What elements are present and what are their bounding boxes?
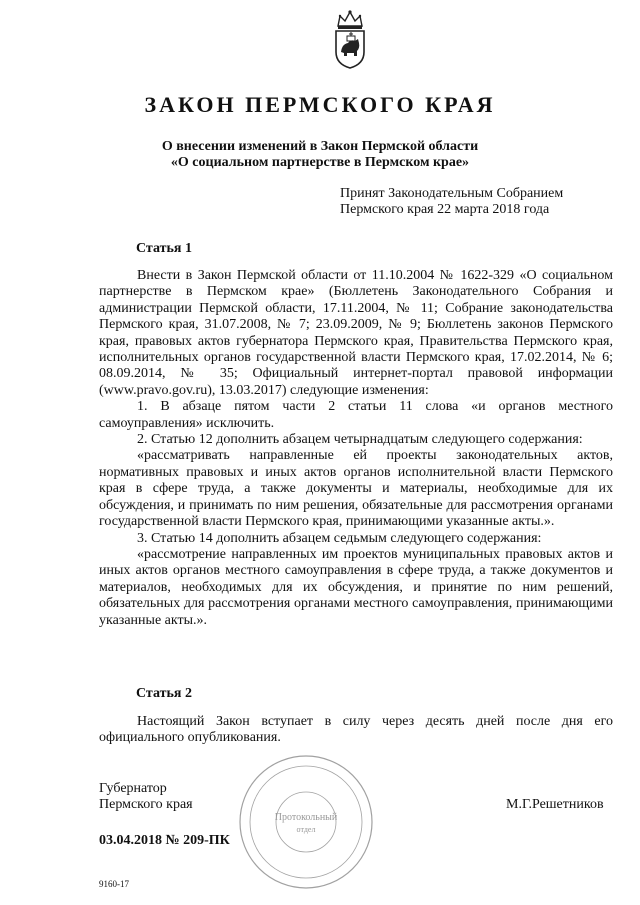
signature-date-number: 03.04.2018 № 209-ПК	[99, 833, 230, 848]
stamp-inner-line2: отдел	[296, 825, 316, 834]
document-code: 9160-17	[99, 879, 129, 889]
stamp-inner-line1: Протокольный	[274, 812, 338, 823]
law-subtitle-line2: «О социальном партнерстве в Пермском крае»	[170, 155, 470, 170]
article-2-text: Настоящий Закон вступает в силу через десять дней после дня его официального опубликования.	[99, 714, 613, 746]
signature-role-line2: Пермского края	[99, 797, 193, 812]
signature-name: М.Г.Решетников	[506, 797, 604, 812]
article-1-body	[99, 268, 613, 629]
law-subtitle-line1: О внесении изменений в Закон Пермской области	[161, 139, 479, 154]
article-1-item-1: 1. В абзаце пятом части 2 статьи 11 слова «и органов местного самоуправления» исключить.	[99, 399, 613, 431]
coat-of-arms-icon	[332, 8, 368, 70]
article-2-heading: Статья 2	[136, 686, 192, 701]
signature-role-line1: Губернатор	[99, 781, 167, 796]
official-stamp-icon	[236, 752, 376, 892]
adopted-line1: Принят Законодательным Собранием	[340, 186, 564, 201]
article-1-item-3-text: «рассмотрение направленных им проектов муниципальных правовых актов и иных актов органов местного самоуправления в сфере труда, а также документов и материалов, необходимых для их обсуждения, и принятие по ним решений, обязательных для рассмотрения органами местного самоуправления, принимающими указанные акты.».	[99, 546, 613, 628]
law-title: ЗАКОН ПЕРМСКОГО КРАЯ	[144, 92, 496, 117]
article-1-item-2-text: «рассматривать направленные ей проекты законодательных актов, нормативных правовых и иных актов органов исполнительной власти Пермского края в сфере труда, а также документы и материалы, необходимые для их обсуждения, и принимать по ним решения, обязательные для рассмотрения органами государственной власти Пермского края, принимающими указанные акты.».	[99, 448, 613, 530]
article-1-item-3: 3. Статью 14 дополнить абзацем седьмым следующего содержания:	[137, 530, 542, 546]
article-1-intro: Внести в Закон Пермской области от 11.10.2004 № 1622-329 «О социальном партнерстве в Пермском крае» (Бюллетень Законодательного Собрания и администрации Пермской области, 17.11.2004, № 11; Собрание законодательства Пермского края, 31.07.2008, № 7; 23.09.2009, № 9; Бюллетень законов Пермского края, правовых актов губернатора Пермского края, Правительства Пермского края, исполнительных органов государственной власти Пермского края, 17.02.2014, № 6; 08.09.2014, № 35; Официальный интернет-портал правовой информации (www.pravo.gov.ru), 13.03.2017) следующие изменения:	[99, 268, 613, 398]
article-2-body	[99, 714, 613, 747]
article-1-item-2: 2. Статью 12 дополнить абзацем четырнадцатым следующего содержания:	[137, 432, 583, 448]
article-1-heading: Статья 1	[136, 241, 192, 256]
adopted-line2: Пермского края 22 марта 2018 года	[340, 202, 550, 217]
